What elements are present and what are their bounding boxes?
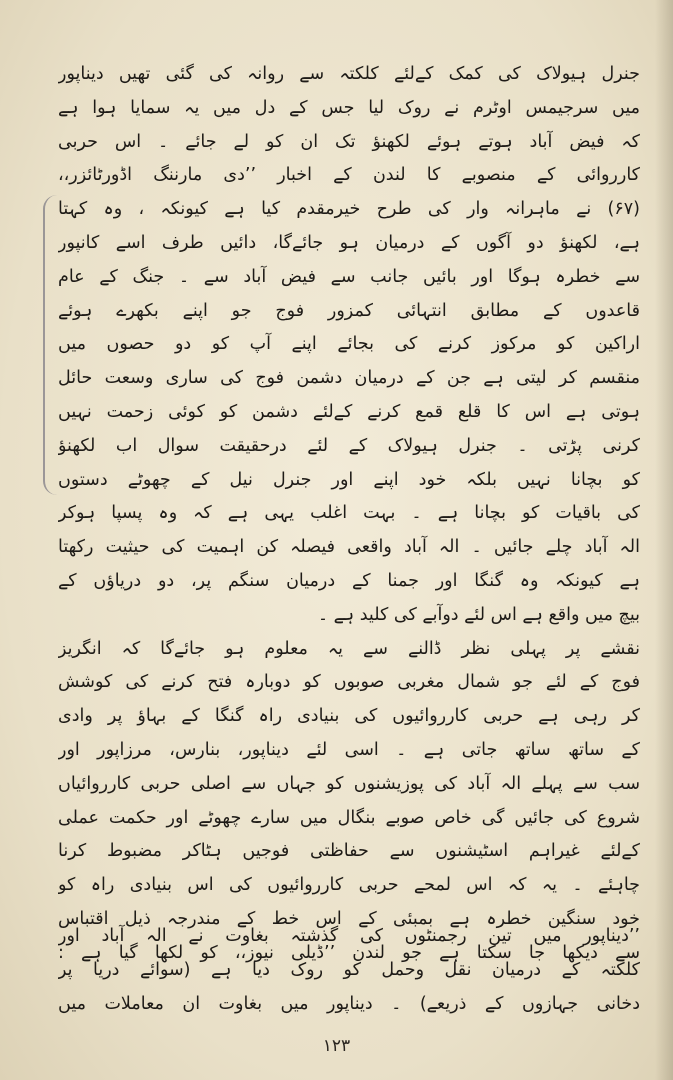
text-line: ہے کیونکہ وہ گنگا اور جمنا کے درمیان سنگم پر، دو دریاؤں کے [58,570,640,591]
text-line: کہ فیض آباد ہوتے ہوئے لکھنؤ تک ان کو لے جائے ۔ اس حربی [58,131,640,152]
text-line: منقسم کر لیتی ہے جن کے درمیان دشمن فوج کی ساری وسعت حائل [58,368,640,389]
text-line: سے دیکھا جا سکتا ہے جو لندن ’’ڈیلی نیوز،، کو لکھا گیا ہے : [58,942,640,963]
text-line: کی باقیات کو بچانا ہے ۔ بہت اغلب یہی ہے کہ وہ پسپا ہوکر [58,503,640,524]
text-line: فوج کے لئے جو شمال مغربی صوبوں کو دوبارہ فتح کرنے کی کوشش [58,672,640,693]
text-line: اراکین کو مرکوز کرنے کی بجائے اپنے آپ کو دو حصوں میں [58,334,640,355]
text-line: سب سے پہلے الہ آباد کی پوزیشنوں کو جہاں سے اصلی حربی کارروائیاں [58,773,640,794]
text-line: ہوتی ہے اس کا قلع قمع کرنے کےلئے دشمن کو کوئی زحمت نہیں [58,401,640,422]
text-line: (۶۷) نے ماہرانہ وار کی طرح خیرمقدم کیا ہے کیونکہ ، وہ کہتا [58,199,640,220]
scan-shadow-edge [655,0,673,1080]
text-line: خود سنگین خطرہ ہے بمبئی کے اس خط کے مندرجہ ذیل اقتباس [58,908,640,929]
quote-line: کلکتہ کے درمیان نقل وحمل کو روک دیا ہے (سوائے دریا پر [58,959,640,980]
page-number: ۱۲۳ [322,1036,351,1056]
block-quote [58,920,640,1021]
text-line: ہے، لکھنؤ دو آگوں کے درمیان ہو جائےگا، دائیں طرف اسے کانپور [58,232,640,253]
text-line: جنرل ہیولاک کی کمک کےلئے کلکتہ سے روانہ کی گئی تھیں دیناپور [58,64,640,84]
text-line: کو بچانا نہیں بلکہ خود اپنے اور جنرل نیل کے چھوٹے دستوں [58,469,640,490]
text-line: چاہئے ۔ یہ کہ اس لمحے حربی کارروائیوں کی اس بنیادی راہ کو [58,875,640,896]
text-line: شروع کی جائیں گی خاص صوبے بنگال میں سارے چھوٹے اور حکمت عملی [58,807,640,828]
text-line: نقشے پر پہلی نظر ڈالنے سے یہ معلوم ہو جائےگا کہ انگریز [58,638,640,659]
text-line: میں سرجیمس اوٹرم نے روک لیا جس کے دل میں یہ سمایا ہوا ہے [58,97,640,118]
text-line: کے ساتھ ساتھ جاتی ہے ۔ اسی لئے دیناپور، بنارس، مرزاپور اور [58,739,640,760]
text-line: کرنی پڑتی ۔ جنرل ہیولاک کے لئے درحقیقت سوال اب لکھنؤ [58,435,640,456]
text-line: سے خطرہ ہوگا اور بائیں جانب سے فیض آباد سے ۔ جنگ کے عام [58,266,640,287]
text-line: الہ آباد چلے جائیں ۔ الہ آباد واقعی فیصلہ کن اہمیت کی حیثیت رکھتا [58,537,640,558]
text-line: کر رہی ہے حربی کارروائیوں کی بنیادی راہ گنگا کے بہاؤ پر وادی [58,706,640,727]
quote-line: ’’دیناپور میں تین رجمنٹوں کی گذشتہ بغاوت نے الہ آباد اور [58,926,640,946]
text-line: کےلئے غیراہم اسٹیشنوں سے حفاظتی فوجیں ہٹاکر مضبوط کرنا [58,841,640,862]
text-line: بیچ میں واقع ہے اس لئے دوآبے کی کلید ہے ۔ [317,604,640,625]
quote-line: دخانی جہازوں کے ذریعے) ۔ دیناپور میں بغاوت ان معاملات میں [58,993,640,1014]
text-line: قاعدوں کے مطابق انتہائی کمزور فوج جو اپنے بکھرے ہوئے [58,300,640,321]
body-text [58,58,640,971]
text-line: کارروائی کے منصوبے کا لندن کے اخبار ’’دی مارننگ اڈورٹائزر،، [58,165,640,186]
